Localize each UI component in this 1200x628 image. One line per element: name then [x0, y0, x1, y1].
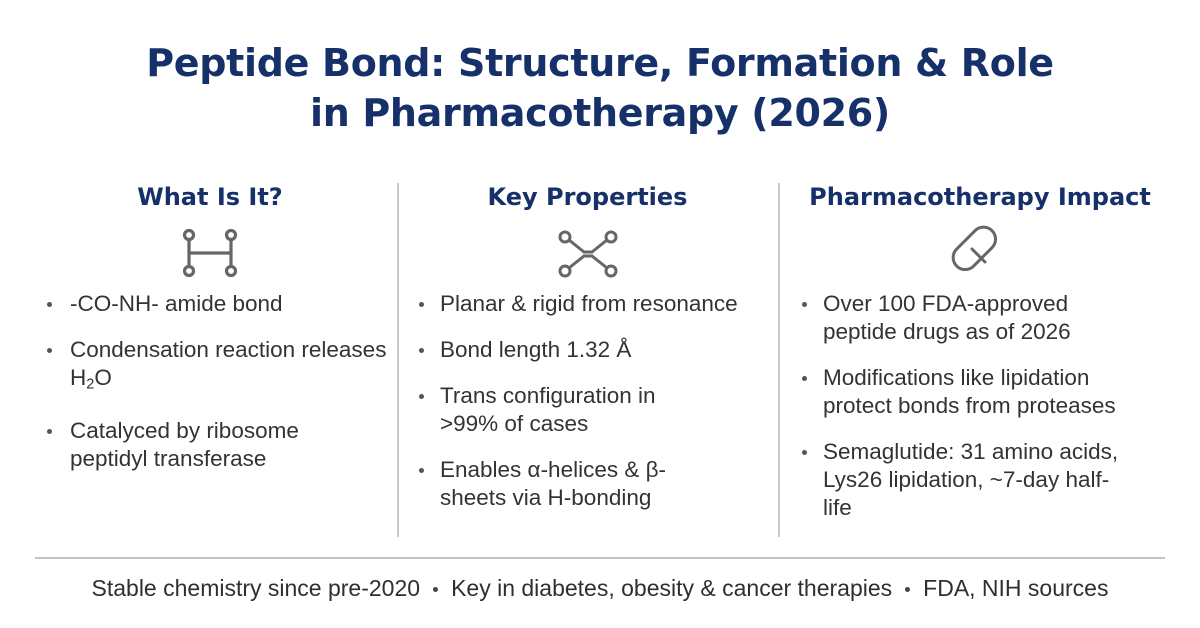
list-item: Bond length 1.32 Å	[405, 336, 770, 364]
footer-divider	[35, 557, 1165, 559]
list-item: Catalyced by ribosome peptidyl transferase	[30, 417, 390, 473]
column-divider	[778, 183, 780, 537]
list-item: Planar & rigid from resonance	[405, 290, 770, 318]
footer-text-3: FDA, NIH sources	[923, 575, 1109, 601]
column-heading: What Is It?	[137, 183, 283, 211]
list-item: -CO-NH- amide bond	[30, 290, 390, 318]
column-divider	[397, 183, 399, 537]
list-item: Semaglutide: 31 amino acids, Lys26 lipidation, ~7-day half-life	[790, 438, 1170, 522]
footer-separator	[905, 587, 910, 592]
footer	[0, 572, 1200, 604]
column-what-is-it	[30, 180, 390, 540]
bond-link-icon	[170, 224, 250, 284]
list-item: Trans configuration in >99% of cases	[405, 382, 770, 438]
title-line-2: in Pharmacotherapy (2026)	[309, 91, 891, 135]
column-pharmacotherapy-impact	[790, 180, 1170, 540]
column-heading: Key Properties	[487, 183, 688, 211]
list-item	[30, 336, 390, 399]
footer-separator	[433, 587, 438, 592]
column-key-properties	[405, 180, 770, 540]
column-heading: Pharmacotherapy Impact	[809, 183, 1151, 211]
column-list	[30, 290, 390, 491]
title-line-1: Peptide Bond: Structure, Formation & Role	[146, 41, 1054, 85]
column-list	[790, 290, 1170, 540]
footer-text-1: Stable chemistry since pre-2020	[91, 575, 421, 601]
list-item: Over 100 FDA-approved peptide drugs as of 2026	[790, 290, 1170, 346]
capsule-icon	[940, 224, 1020, 284]
molecule-network-icon	[548, 224, 628, 284]
item-text: Condensation reaction releases H	[70, 337, 387, 390]
subscript: 2	[86, 376, 95, 393]
column-list	[405, 290, 770, 530]
footer-text-2: Key in diabetes, obesity & cancer therapies	[451, 575, 893, 601]
item-text-after: O	[94, 365, 112, 390]
list-item: Modifications like lipidation protect bonds from proteases	[790, 364, 1170, 420]
page-title	[0, 38, 1200, 138]
list-item: Enables α-helices & β-sheets via H-bonding	[405, 456, 770, 512]
